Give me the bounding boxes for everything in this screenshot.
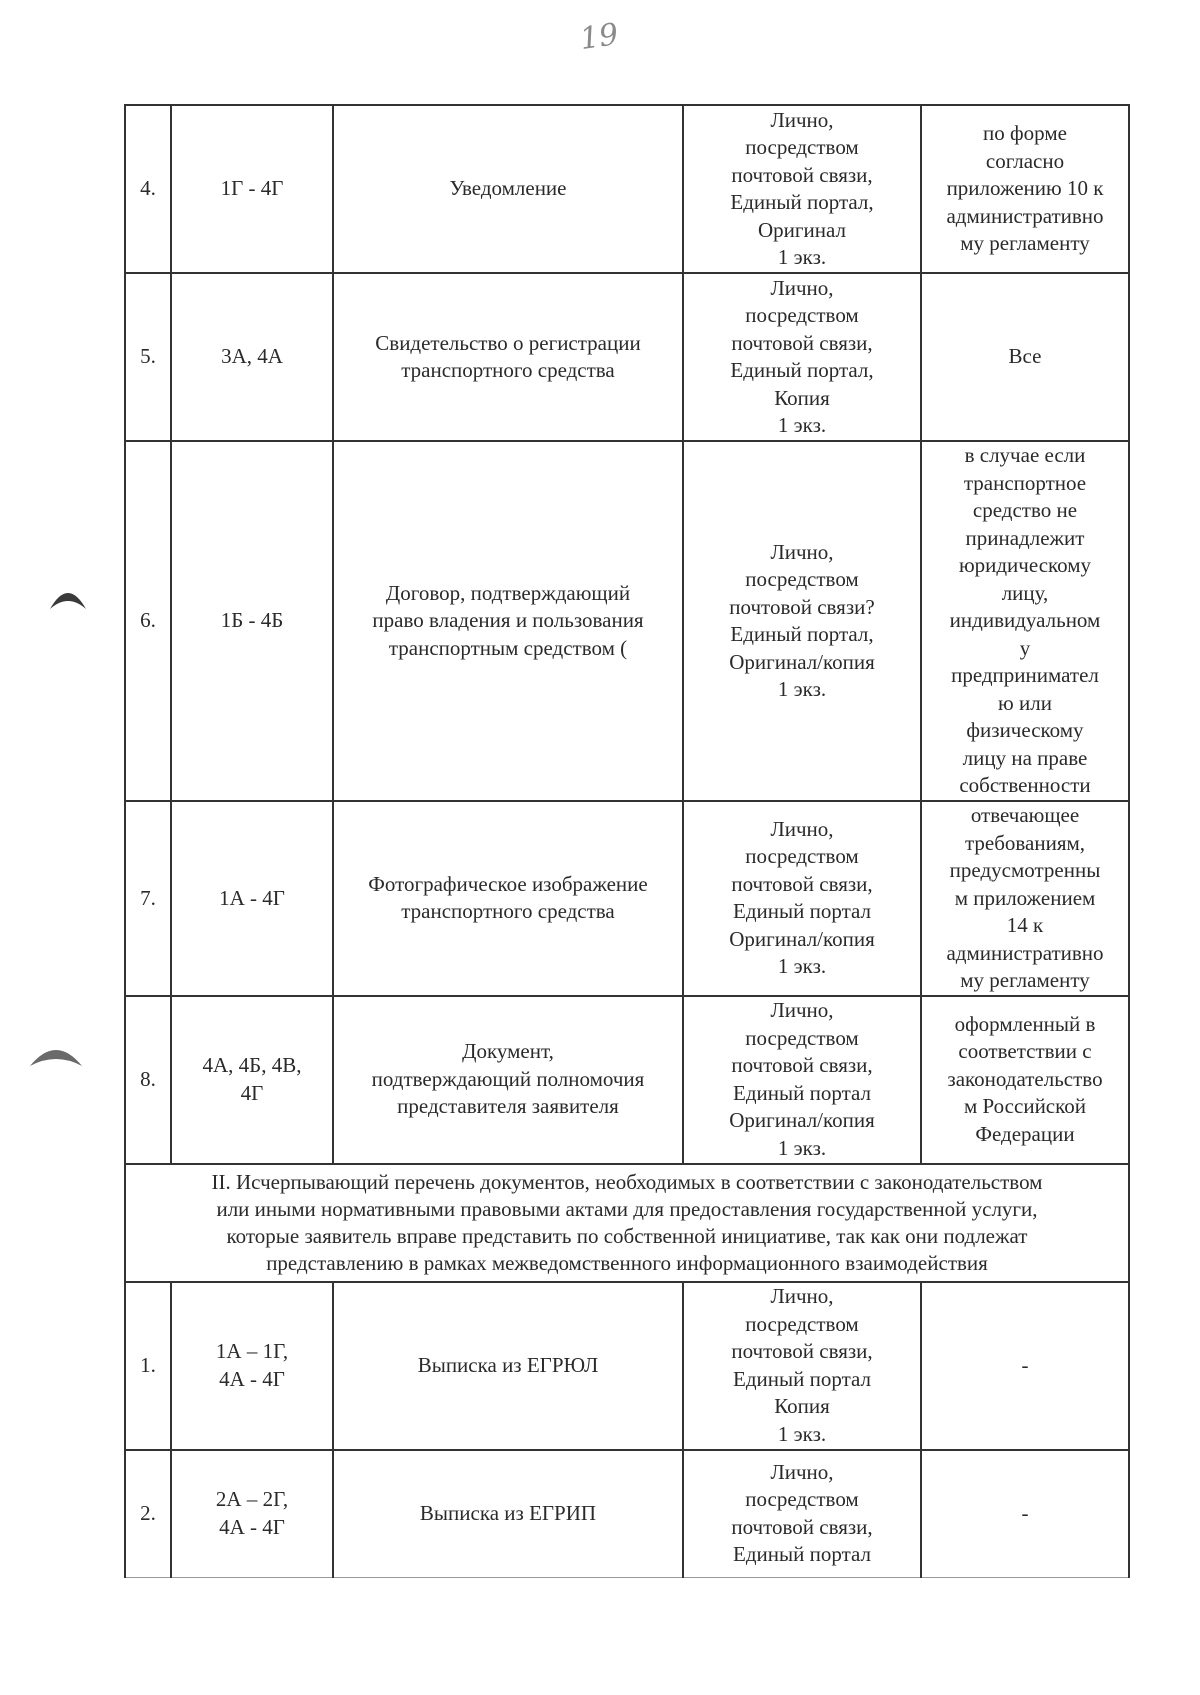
applicant-codes: 3А, 4А bbox=[171, 273, 333, 441]
conditions: отвечающее требованиям, предусмотренны м приложением 14 к административно му регламенту bbox=[921, 801, 1129, 996]
conditions: - bbox=[921, 1282, 1129, 1450]
row-number: 8. bbox=[125, 996, 171, 1164]
section-heading: II. Исчерпывающий перечень документов, необходимых в соответствии с законодательством или иными нормативными правовыми актами для предоставления государственной услуги, которые заявитель вправе представить по собственной инициативе, так как они подлежат представлению в рамках межведомственного информационного взаимодействия bbox=[125, 1164, 1129, 1282]
applicant-codes: 4А, 4Б, 4В, 4Г bbox=[171, 996, 333, 1164]
document-name: Документ, подтверждающий полномочия представителя заявителя bbox=[333, 996, 683, 1164]
submission-method: Лично, посредством почтовой связи, Единый портал, Копия 1 экз. bbox=[683, 273, 921, 441]
submission-method: Лично, посредством почтовой связи, Единый портал Оригинал/копия 1 экз. bbox=[683, 801, 921, 996]
submission-method: Лично, посредством почтовой связи? Единый портал, Оригинал/копия 1 экз. bbox=[683, 441, 921, 801]
table-row bbox=[125, 1450, 1129, 1578]
row-number: 4. bbox=[125, 105, 171, 273]
conditions: Все bbox=[921, 273, 1129, 441]
document-name: Выписка из ЕГРЮЛ bbox=[333, 1282, 683, 1450]
table-row bbox=[125, 801, 1129, 996]
binder-hole-mark bbox=[48, 583, 88, 611]
applicant-codes: 2А – 2Г, 4А - 4Г bbox=[171, 1450, 333, 1578]
applicant-codes: 1Г - 4Г bbox=[171, 105, 333, 273]
document-name: Уведомление bbox=[333, 105, 683, 273]
submission-method: Лично, посредством почтовой связи, Единый портал, Оригинал 1 экз. bbox=[683, 105, 921, 273]
document-name: Фотографическое изображение транспортного средства bbox=[333, 801, 683, 996]
submission-method: Лично, посредством почтовой связи, Единый портал Оригинал/копия 1 экз. bbox=[683, 996, 921, 1164]
table-row bbox=[125, 996, 1129, 1164]
document-name: Договор, подтверждающий право владения и пользования транспортным средством ( bbox=[333, 441, 683, 801]
row-number: 1. bbox=[125, 1282, 171, 1450]
table-row bbox=[125, 441, 1129, 801]
document-name: Выписка из ЕГРИП bbox=[333, 1450, 683, 1578]
row-number: 5. bbox=[125, 273, 171, 441]
binder-hole-mark bbox=[28, 1040, 84, 1068]
submission-method: Лично, посредством почтовой связи, Единый портал Копия 1 экз. bbox=[683, 1282, 921, 1450]
page-number: 19 bbox=[577, 17, 621, 58]
conditions: - bbox=[921, 1450, 1129, 1578]
row-number: 2. bbox=[125, 1450, 171, 1578]
conditions: оформленный в соответствии с законодательство м Российской Федерации bbox=[921, 996, 1129, 1164]
table-row bbox=[125, 1282, 1129, 1450]
row-number: 7. bbox=[125, 801, 171, 996]
conditions: в случае если транспортное средство не принадлежит юридическому лицу, индивидуальном у предпринимател ю или физическому лицу на праве собственности bbox=[921, 441, 1129, 801]
documents-table bbox=[124, 104, 1130, 1578]
table-row bbox=[125, 105, 1129, 273]
conditions: по форме согласно приложению 10 к административно му регламенту bbox=[921, 105, 1129, 273]
submission-method: Лично, посредством почтовой связи, Единый портал bbox=[683, 1450, 921, 1578]
applicant-codes: 1Б - 4Б bbox=[171, 441, 333, 801]
table-row bbox=[125, 273, 1129, 441]
row-number: 6. bbox=[125, 441, 171, 801]
applicant-codes: 1А - 4Г bbox=[171, 801, 333, 996]
section-heading-row bbox=[125, 1164, 1129, 1282]
document-name: Свидетельство о регистрации транспортного средства bbox=[333, 273, 683, 441]
applicant-codes: 1А – 1Г, 4А - 4Г bbox=[171, 1282, 333, 1450]
